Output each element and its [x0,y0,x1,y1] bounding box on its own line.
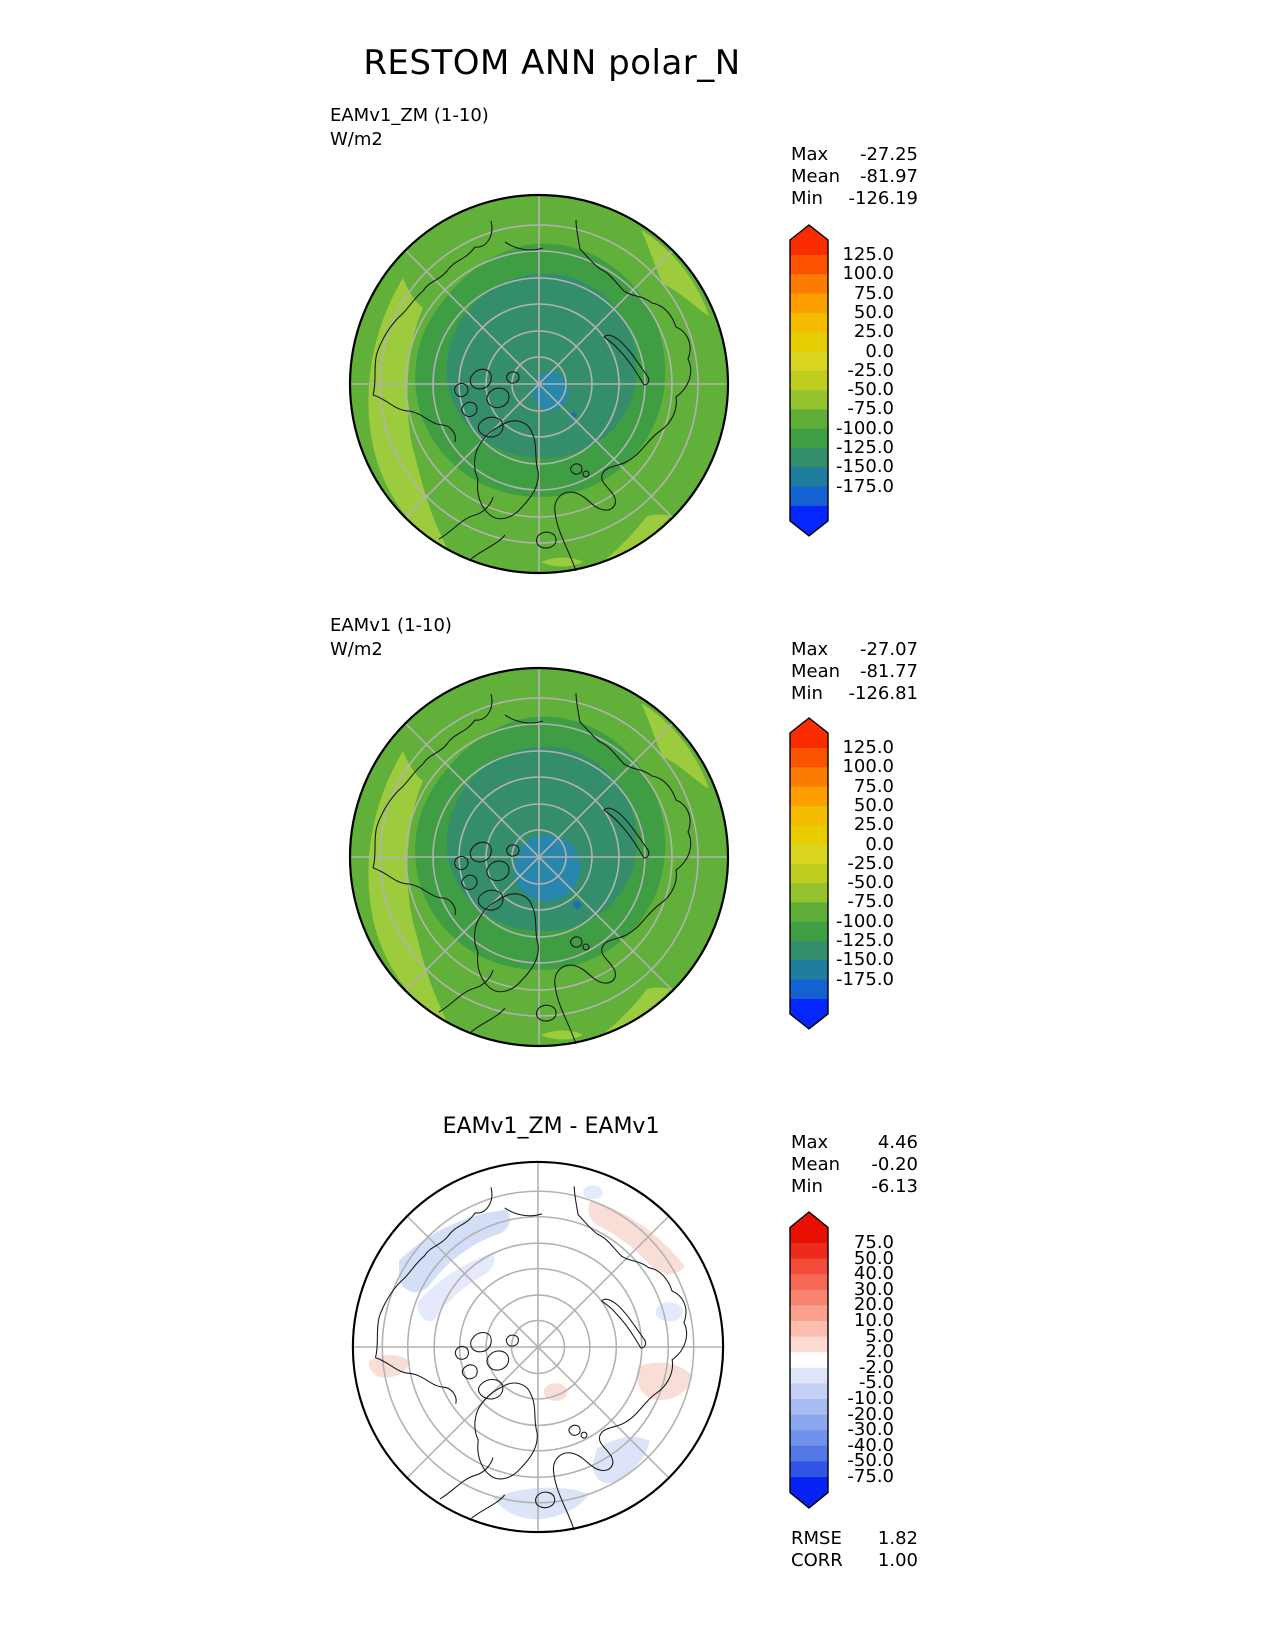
stat-row: Mean -81.97 [791,166,918,187]
colorbar-tick-label: -5.0 [858,1372,894,1394]
polar-map-model2 [345,663,733,1051]
stat-row: CORR 1.00 [791,1550,918,1571]
panel3-metrics [791,1528,918,1572]
panel2-stats [791,639,918,705]
colorbar-tick-label: -75.0 [847,398,894,420]
colorbar-tick-label: 50.0 [853,301,894,323]
panel2-variable: EAMv1 (1-10) [330,615,452,636]
colorbar-tick-label: 0.0 [865,340,894,362]
colorbar-tick-label: -75.0 [847,1466,894,1487]
colorbar-tick-label: -150.0 [835,949,894,971]
colorbar-tick-label: -25.0 [847,359,894,381]
stat-row: Mean -81.77 [791,661,918,682]
stat-row: Max -27.25 [791,144,918,165]
panel2-label [330,614,452,662]
colorbar-tick-label: 40.0 [853,1263,894,1285]
colorbar-tick-label: -100.0 [835,417,894,439]
colorbar-tick-label: -175.0 [835,968,894,990]
colorbar-tick-label: 75.0 [853,775,894,797]
colorbar-tick-label: 50.0 [853,794,894,816]
colorbar-tick-label: -150.0 [835,456,894,478]
colorbar-tick-label: -50.0 [847,1450,894,1472]
stat-row: Min -126.19 [791,188,918,209]
polar-map-diff [348,1157,728,1537]
polar-map-model1 [345,190,733,578]
colorbar-tick-label: -20.0 [847,1403,894,1425]
panel1-variable: EAMv1_ZM (1-10) [330,105,489,126]
stat-row: Max 4.46 [791,1132,918,1153]
panel3-title: EAMv1_ZM - EAMv1 [442,1114,660,1139]
colorbar-tick-label: 75.0 [853,282,894,304]
panel1-stats [791,144,918,210]
stat-row: RMSE 1.82 [791,1528,918,1549]
colorbar-tick-label: 10.0 [853,1310,894,1331]
colorbar-tick-label: 0.0 [865,833,894,855]
colorbar-tick-label: 125.0 [842,737,894,758]
colorbar-tick-label: 125.0 [842,244,894,265]
colorbar-tick-label: 30.0 [853,1278,894,1300]
colorbar-tick-label: 20.0 [853,1294,894,1316]
colorbar-tick-label: -50.0 [847,872,894,894]
colorbar-tick-label: -125.0 [835,930,894,951]
colorbar-tick-label: 5.0 [865,1325,894,1347]
panel1-label [330,104,489,152]
panel3-stats [791,1132,918,1198]
colorbar-tick-label: -30.0 [847,1419,894,1441]
stat-row: Min -126.81 [791,683,918,704]
figure-title: RESTOM ANN polar_N [363,43,741,83]
colorbar-tick-label: -100.0 [835,910,894,932]
colorbar-tick-label: -2.0 [858,1356,894,1378]
colorbar-tick-label: 25.0 [853,321,894,343]
colorbar-tick-label: -40.0 [847,1434,894,1456]
stat-row: Min -6.13 [791,1176,918,1197]
colorbar-tick-label: -10.0 [847,1388,894,1409]
stat-row: Mean -0.20 [791,1154,918,1175]
stat-row: Max -27.07 [791,639,918,660]
colorbar-tick-label: 100.0 [842,263,894,285]
colorbar-tick-label: 75.0 [853,1232,894,1253]
colorbar-tick-label: 2.0 [865,1341,894,1363]
panel1-units: W/m2 [330,129,383,150]
colorbar-tick-label: -75.0 [847,891,894,913]
colorbar-tick-label: -25.0 [847,852,894,874]
colorbar-tick-label: 50.0 [853,1247,894,1269]
colorbar-tick-label: 100.0 [842,756,894,778]
colorbar-tick-label: 25.0 [853,814,894,836]
colorbar-tick-label: -50.0 [847,379,894,401]
colorbar-tick-label: -125.0 [835,437,894,458]
colorbar-tick-label: -175.0 [835,475,894,497]
panel2-units: W/m2 [330,639,383,660]
